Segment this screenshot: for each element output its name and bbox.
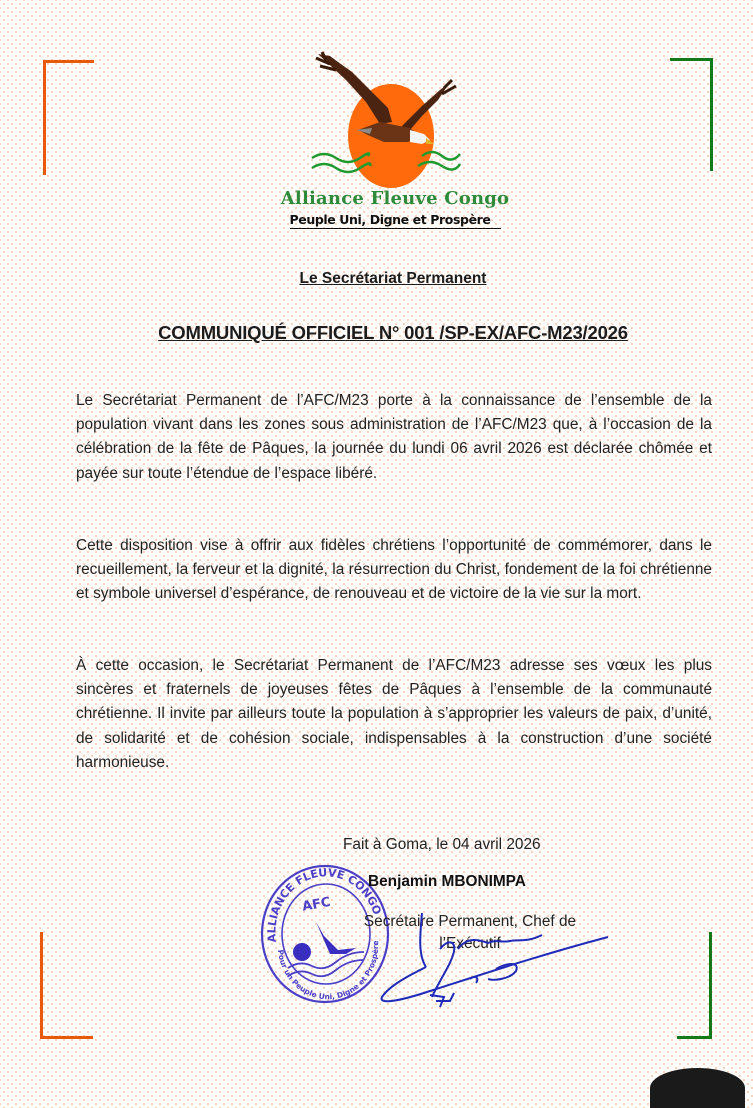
body-paragraph-3: À cette occasion, le Secrétariat Permanent de l’AFC/M23 adresse ses vœux les plus sincères et fraternels de joyeuses fêtes de Pâques à l’ensemble de la communauté chrétienne. Il invite par ailleurs toute la population à s’approprier les valeurs de paix, d’unité, de solidarité et de cohésion sociale, indispensables à la construction d’une société harmonieuse. xyxy=(76,657,712,771)
signatory-name: Benjamin MBONIMPA xyxy=(368,873,526,890)
signatory-role-line-1: Secrétaire Permanent, Chef de xyxy=(363,913,577,930)
communique-title: COMMUNIQUÉ OFFICIEL N° 001 /SP-EX/AFC-M23/2026 xyxy=(158,322,628,343)
stamp-outer-top: ALLIANCE FLEUVE CONGO xyxy=(265,866,384,943)
issuer-heading: Le Secrétariat Permanent xyxy=(299,270,487,287)
signatory-role-line-2: l’Exécutif xyxy=(439,935,501,952)
corner-bracket-top-left xyxy=(43,60,94,175)
body-paragraph-1: Le Secrétariat Permanent de l’AFC/M23 porte à la connaissance de l’ensemble de la population vivant dans les zones sous administration de l’AFC/M23 que, à l’occasion de la célébration de la fête de Pâques, la journée du lundi 06 avril 2026 est déclarée chômée et payée sur toute l’étendue de l’espace libéré. xyxy=(76,392,712,482)
handwritten-signature-icon xyxy=(370,905,620,1015)
org-motto xyxy=(250,211,540,229)
eagle-logo-icon xyxy=(300,50,470,190)
corner-bracket-top-right xyxy=(670,58,713,171)
org-motto-text: Peuple Uni, Digne et Prospère xyxy=(290,212,501,229)
stamp-outer-bottom: Pour un Peuple Uni, Digne et Prospère xyxy=(275,940,381,1002)
corner-bracket-bottom-right xyxy=(677,932,712,1039)
place-and-date: Fait à Goma, le 04 avril 2026 xyxy=(343,836,541,853)
org-name: Alliance Fleuve Congo xyxy=(280,188,510,209)
camera-shadow xyxy=(650,1068,745,1108)
body-paragraph-2: Cette disposition vise à offrir aux fidèles chrétiens l’opportunité de commémorer, dans le recueillement, la ferveur et la dignité, la résurrection du Christ, fondement de la foi chrétienne et symbole universel d’espérance, de renouveau et de victoire de la vie sur la mort. xyxy=(76,537,712,603)
corner-bracket-bottom-left xyxy=(40,932,93,1039)
stamp-center-text: AFC xyxy=(301,894,332,915)
